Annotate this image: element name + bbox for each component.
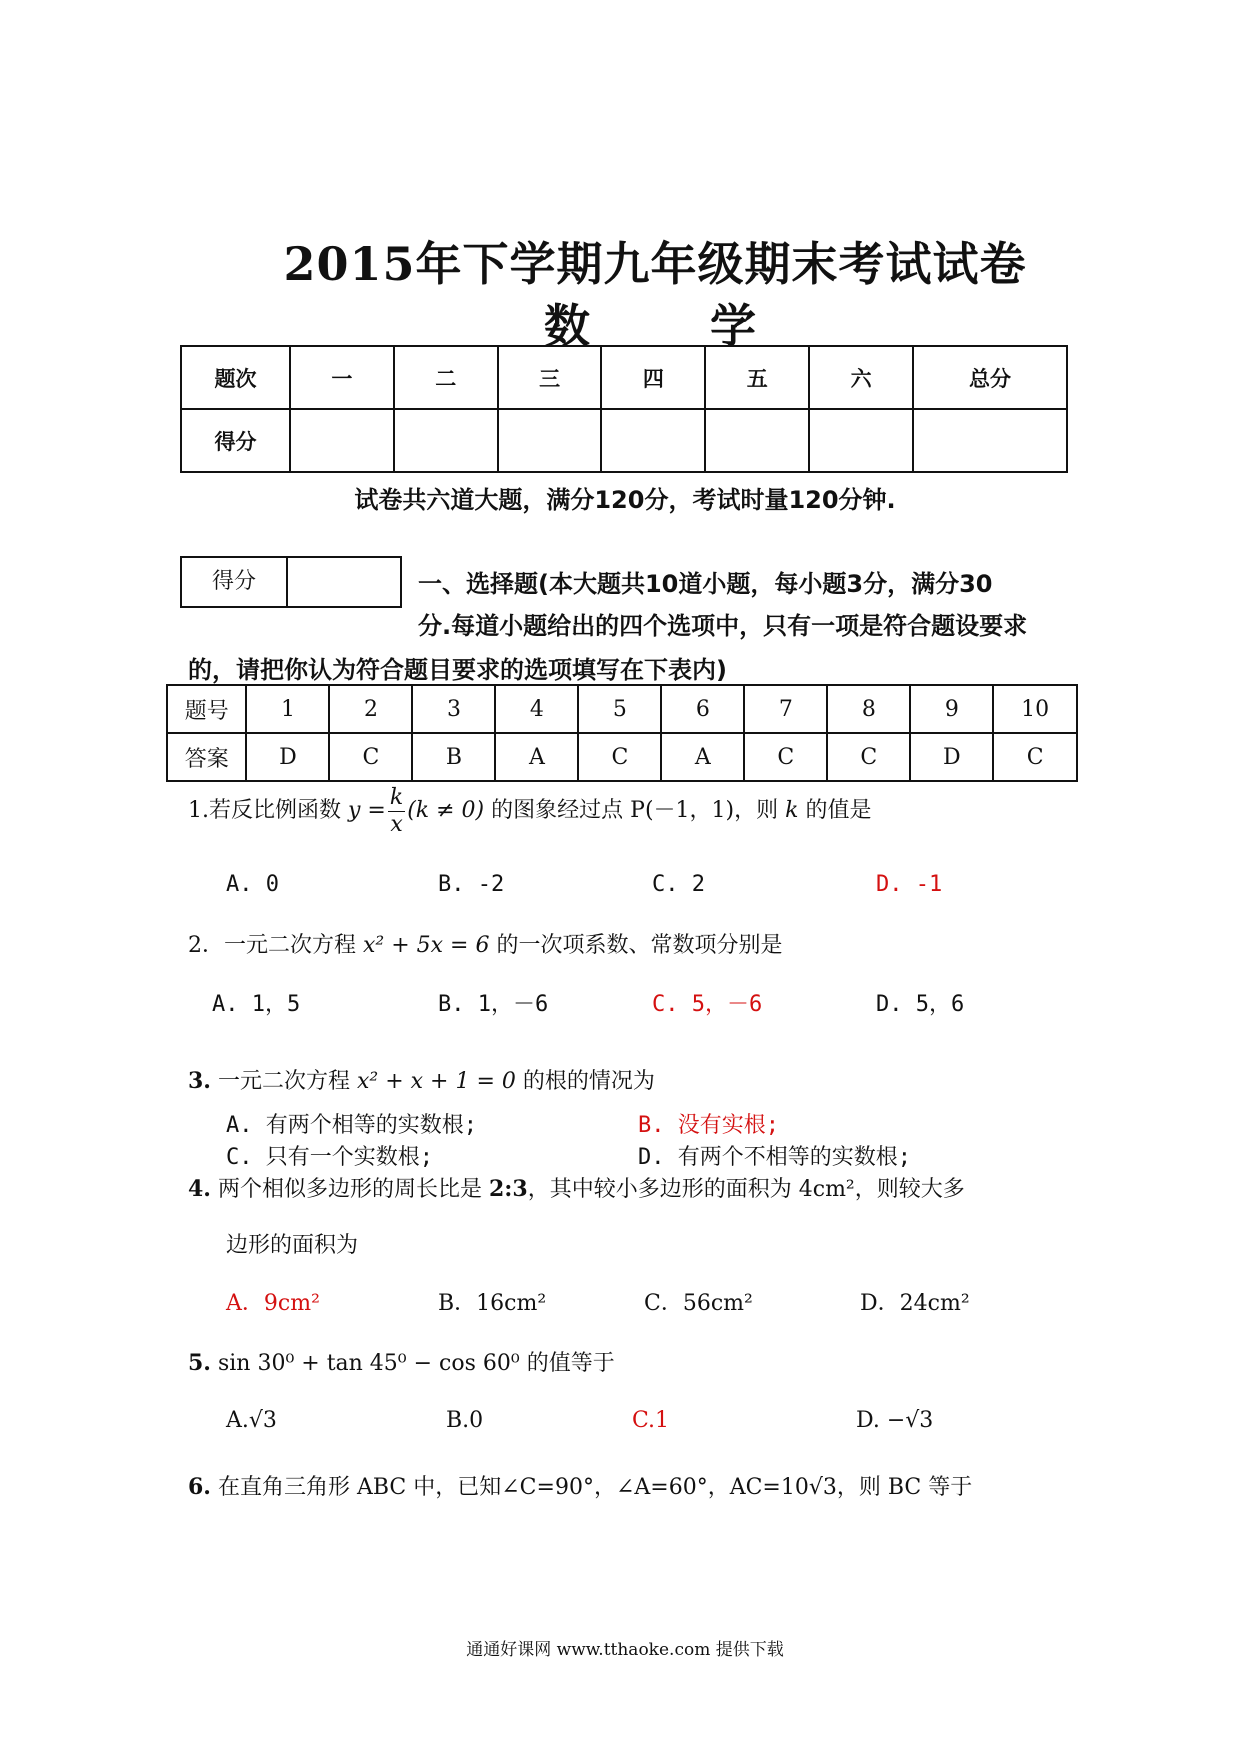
score-cell[interactable]: [290, 409, 394, 472]
score-table: [180, 345, 1068, 473]
answer-table: [166, 684, 1078, 782]
section-score-label: 得分: [182, 558, 288, 606]
score-header-cell: 题次: [181, 346, 290, 409]
q3-text-b: 的根的情况为: [522, 1069, 655, 1094]
q6-text: 在直角三角形 ABC 中，已知∠C=90°，∠A=60°，AC=10√3，则 BC 等于: [217, 1475, 973, 1500]
score-header-cell: 五: [705, 346, 809, 409]
q5-option-b[interactable]: B.0: [446, 1408, 484, 1433]
q3-option-b[interactable]: B. 没有实根;: [638, 1113, 779, 1138]
question-1: [188, 784, 871, 838]
answer-cell[interactable]: C: [827, 733, 910, 781]
section-heading-line-2: 分.每道小题给出的四个选项中，只有一项是符合题设要求: [418, 612, 1028, 640]
question-4: [188, 1172, 965, 1203]
q6-num: 6.: [188, 1474, 211, 1500]
score-header-cell: 总分: [913, 346, 1067, 409]
q1-point: P(－1，1)，则: [630, 798, 779, 823]
q3-option-a[interactable]: A. 有两个相等的实数根;: [226, 1113, 477, 1138]
subject-char-1: 数: [544, 299, 590, 353]
score-cell[interactable]: [394, 409, 498, 472]
q1-frac-den: x: [390, 811, 403, 837]
score-table-score-row: [181, 409, 1067, 472]
question-6: [188, 1470, 972, 1501]
q4-text-a: 两个相似多边形的周长比是: [217, 1177, 482, 1202]
q1-text-b: 的图象经过点: [491, 798, 624, 823]
answer-cell[interactable]: D: [910, 733, 993, 781]
question-number-cell: 9: [910, 685, 993, 733]
answer-cell[interactable]: A: [661, 733, 744, 781]
q1-fraction: [388, 785, 405, 838]
q1-option-b[interactable]: B. -2: [438, 872, 505, 897]
question-number-cell: 4: [495, 685, 578, 733]
score-table-header-row: [181, 346, 1067, 409]
question-number-cell: 3: [412, 685, 495, 733]
score-cell[interactable]: [913, 409, 1067, 472]
q2-text-a: 2．一元二次方程: [188, 933, 356, 958]
q1-condition: (k ≠ 0): [407, 798, 485, 823]
q1-text-c: 的值是: [805, 798, 872, 823]
q2-option-a[interactable]: A. 1，5: [212, 992, 301, 1017]
q4-area: 4cm²: [798, 1177, 855, 1202]
score-row-label: 得分: [181, 409, 290, 472]
answer-cell[interactable]: C: [329, 733, 412, 781]
exam-note: 试卷共六道大题，满分120分，考试时量120分钟.: [354, 486, 896, 514]
q1-option-d[interactable]: D. -1: [876, 872, 943, 897]
answer-cell[interactable]: A: [495, 733, 578, 781]
q5-formula: sin 30⁰ + tan 45⁰ − cos 60⁰: [217, 1351, 520, 1376]
q3-option-c[interactable]: C. 只有一个实数根;: [226, 1145, 433, 1170]
q2-option-b[interactable]: B. 1，－6: [438, 992, 549, 1017]
q2-text-b: 的一次项系数、常数项分别是: [496, 933, 783, 958]
q1-var: k: [785, 798, 799, 823]
q1-option-a[interactable]: A. 0: [226, 872, 279, 897]
answer-cell[interactable]: D: [246, 733, 329, 781]
question-number-cell: 2: [329, 685, 412, 733]
question-number-cell: 8: [827, 685, 910, 733]
q5-text-b: 的值等于: [526, 1351, 615, 1376]
q3-num: 3.: [188, 1068, 211, 1094]
answer-cell[interactable]: C: [578, 733, 661, 781]
score-header-cell: 四: [601, 346, 705, 409]
answer-table-answer-row: [167, 733, 1077, 781]
q3-text-a: 一元二次方程: [217, 1069, 350, 1094]
score-header-cell: 一: [290, 346, 394, 409]
q1-text-a: 1.若反比例函数: [188, 798, 341, 823]
page-footer: 通通好课网 www.tthaoke.com 提供下载: [466, 1640, 784, 1660]
score-cell[interactable]: [705, 409, 809, 472]
q5-option-d[interactable]: D. −√3: [856, 1408, 934, 1433]
q1-formula-lhs: y =: [348, 798, 386, 823]
answer-row-label: 题号: [167, 685, 246, 733]
q1-frac-num: k: [389, 784, 404, 810]
q2-formula: x² + 5x = 6: [363, 933, 490, 958]
q3-formula: x² + x + 1 = 0: [356, 1069, 516, 1094]
score-cell[interactable]: [498, 409, 602, 472]
subject-char-2: 学: [710, 299, 756, 353]
question-2: [188, 928, 782, 959]
answer-table-number-row: [167, 685, 1077, 733]
q4-option-c[interactable]: C．56cm²: [644, 1291, 753, 1316]
q2-option-c[interactable]: C. 5，－6: [652, 992, 763, 1017]
q4-ratio: 2:3: [488, 1176, 528, 1202]
q5-option-c[interactable]: C.1: [632, 1408, 670, 1433]
score-cell[interactable]: [601, 409, 705, 472]
answer-cell[interactable]: B: [412, 733, 495, 781]
section-heading-line-3: 的，请把你认为符合题目要求的选项填写在下表内): [188, 656, 727, 684]
question-number-cell: 6: [661, 685, 744, 733]
exam-title: 2015年下学期九年级期末考试试卷: [283, 237, 1027, 291]
answer-cell[interactable]: C: [993, 733, 1077, 781]
q4-text-b: ，其中较小多边形的面积为: [527, 1177, 792, 1202]
score-header-cell: 二: [394, 346, 498, 409]
q3-option-d[interactable]: D. 有两个不相等的实数根;: [638, 1145, 911, 1170]
score-header-cell: 六: [809, 346, 913, 409]
q5-option-a[interactable]: A.√3: [226, 1408, 277, 1433]
q4-num: 4.: [188, 1176, 211, 1202]
section-score-box: [180, 556, 402, 608]
question-3: [188, 1064, 655, 1095]
question-number-cell: 7: [744, 685, 827, 733]
q4-text-c: ，则较大多: [854, 1177, 965, 1202]
section-heading-line-1: 一、选择题(本大题共10道小题，每小题3分，满分30: [418, 570, 993, 598]
q5-num: 5.: [188, 1350, 211, 1376]
q4-option-d[interactable]: D．24cm²: [860, 1291, 970, 1316]
score-cell[interactable]: [809, 409, 913, 472]
q4-option-b[interactable]: B．16cm²: [438, 1291, 547, 1316]
score-header-cell: 三: [498, 346, 602, 409]
question-number-cell: 10: [993, 685, 1077, 733]
q1-option-c[interactable]: C. 2: [652, 872, 705, 897]
q4-text-d: 边形的面积为: [226, 1233, 359, 1258]
answer-cell[interactable]: C: [744, 733, 827, 781]
q4-option-a[interactable]: A．9cm²: [226, 1291, 320, 1316]
question-number-cell: 5: [578, 685, 661, 733]
q2-option-d[interactable]: D. 5，6: [876, 992, 965, 1017]
answer-row-label: 答案: [167, 733, 246, 781]
question-number-cell: 1: [246, 685, 329, 733]
question-5: [188, 1346, 615, 1377]
